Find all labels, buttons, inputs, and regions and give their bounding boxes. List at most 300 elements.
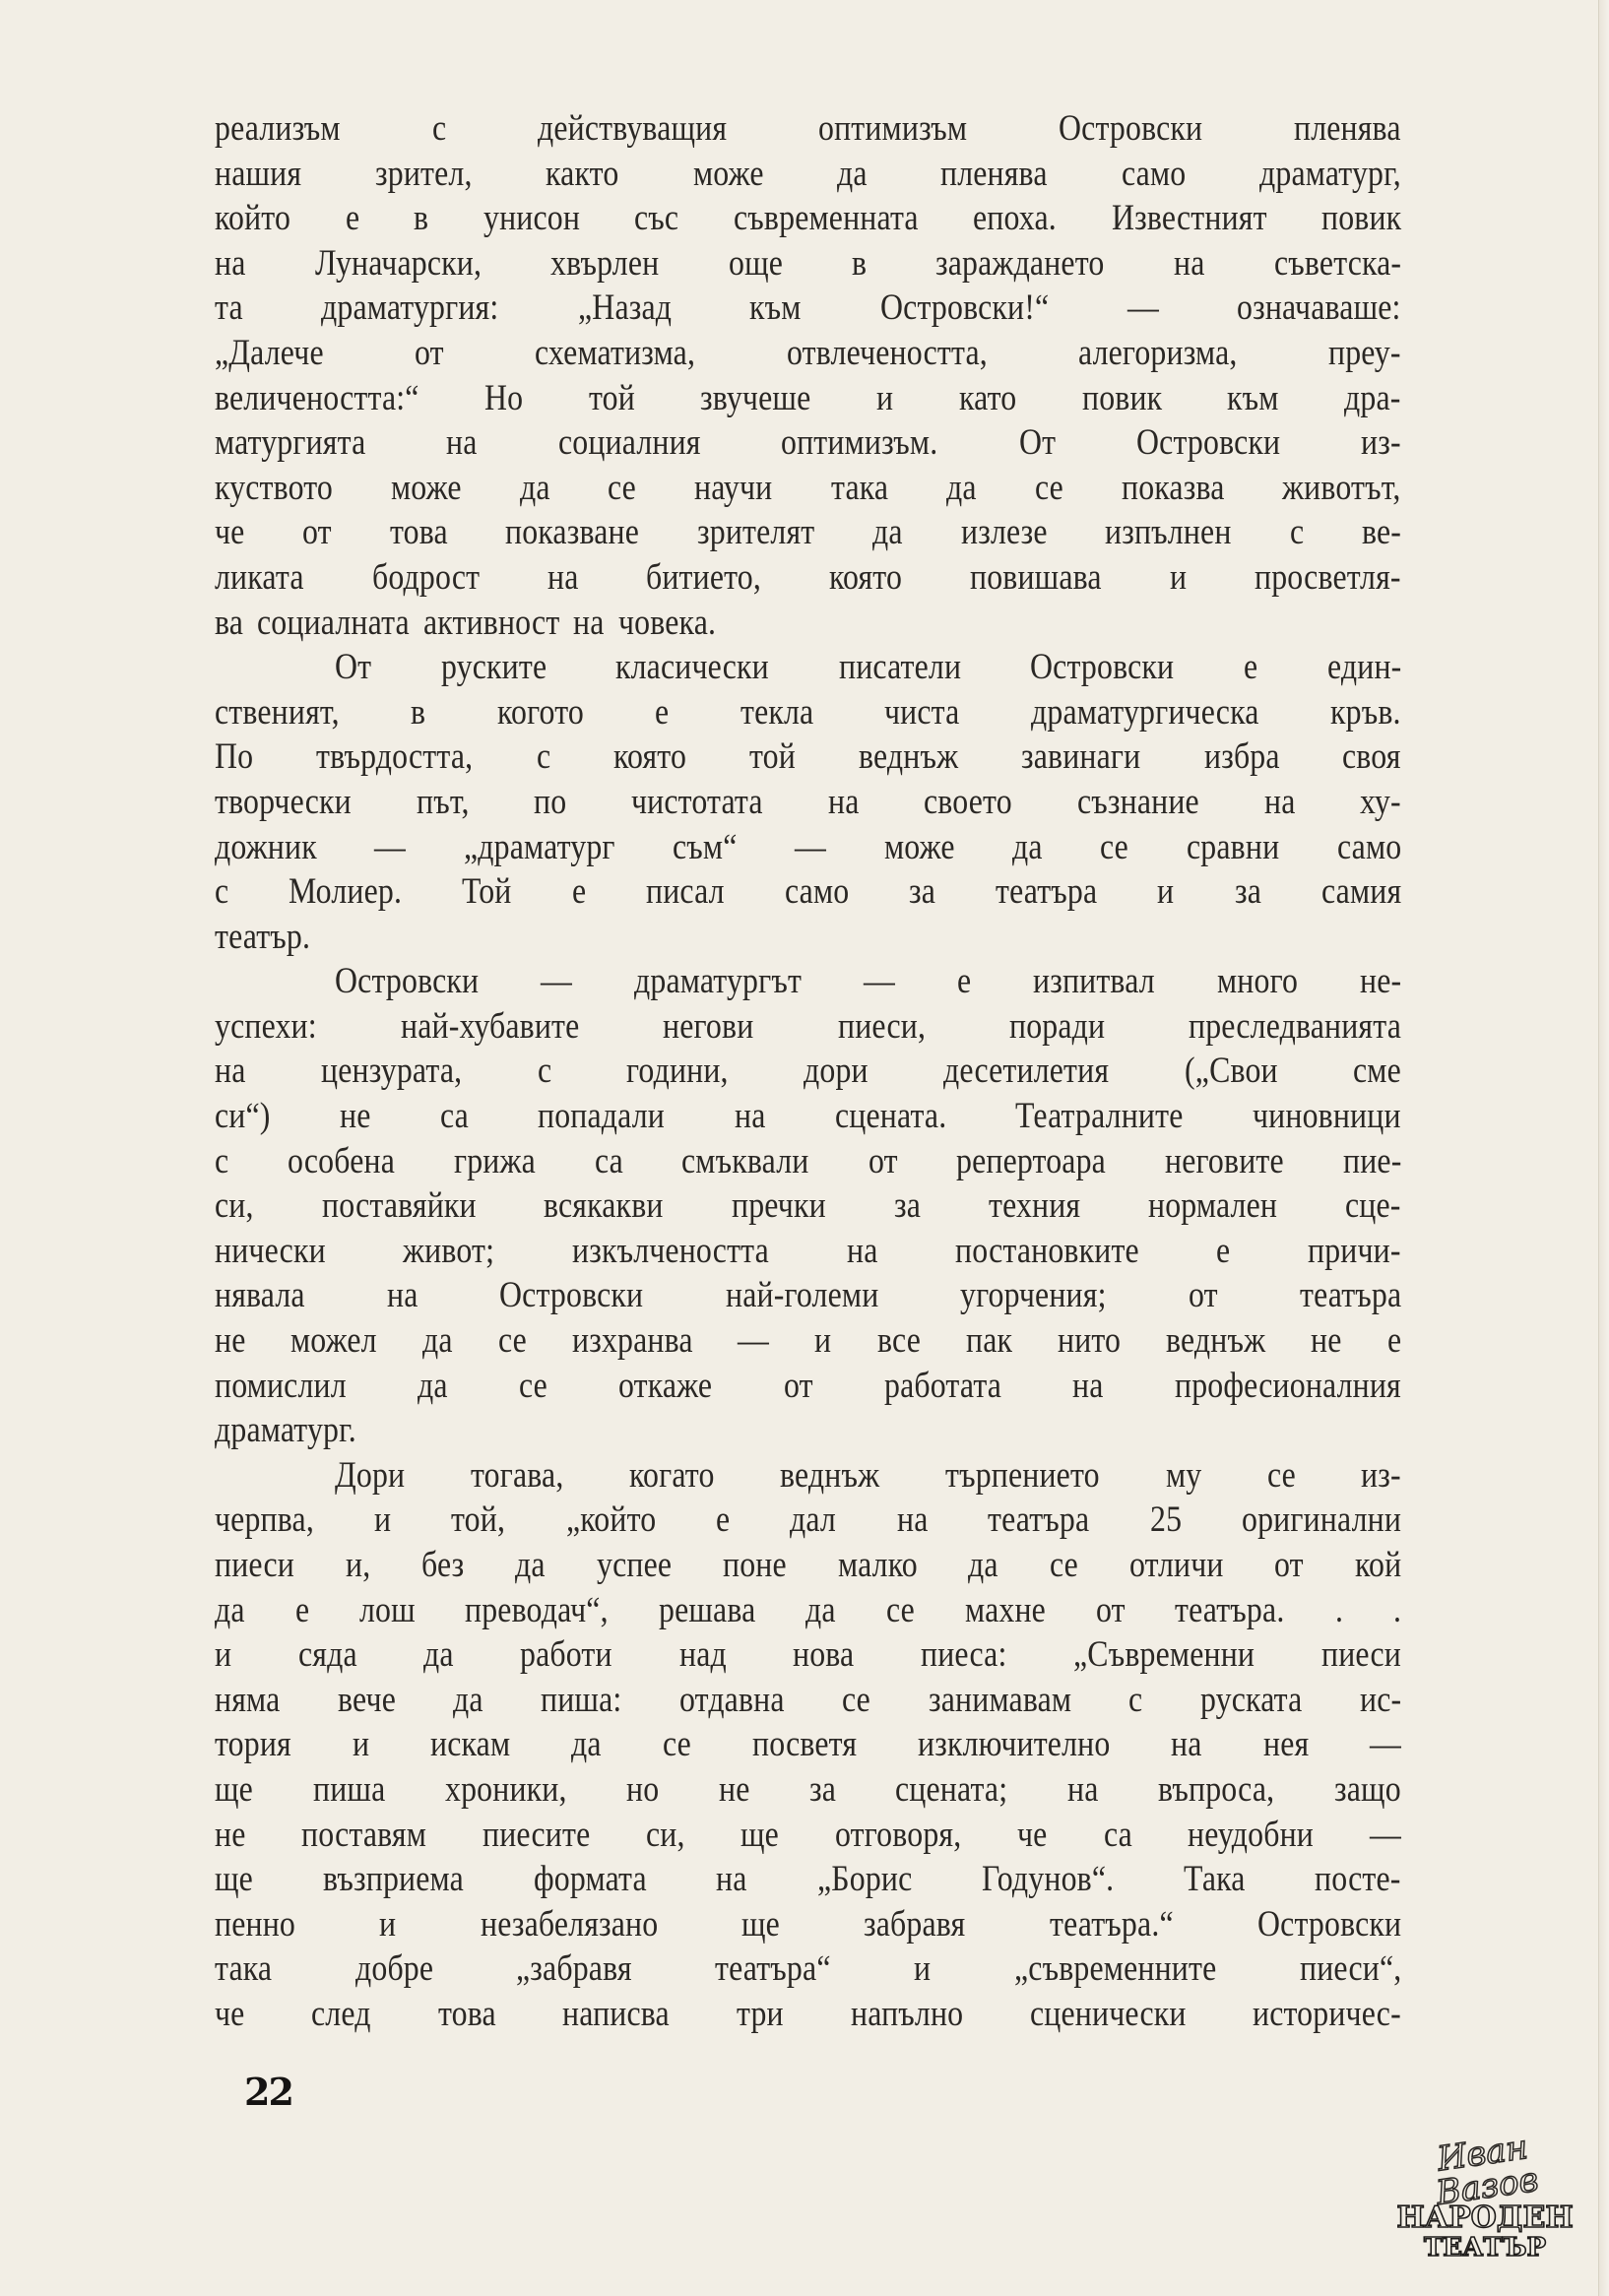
text-line — [215, 1813, 1401, 1858]
word: попадали — [538, 1096, 666, 1137]
word: научи — [694, 467, 773, 508]
word: три — [737, 1993, 784, 2034]
word: Островски!“ — [879, 287, 1049, 329]
word: неговите — [1164, 1140, 1284, 1181]
word: когато — [629, 1454, 715, 1496]
word: из- — [1361, 1454, 1401, 1496]
word: да — [453, 1679, 483, 1720]
word: ственият, — [215, 691, 340, 733]
word: още — [728, 242, 783, 284]
word: Така — [1184, 1859, 1246, 1900]
text-line — [215, 734, 1401, 780]
word: ще — [741, 1903, 781, 1945]
word: Известният — [1111, 198, 1267, 239]
word: смъквали — [681, 1140, 809, 1181]
word: пие- — [1342, 1140, 1402, 1181]
word: да — [968, 1545, 998, 1585]
word: ва — [215, 602, 244, 643]
word: — — [1369, 1814, 1401, 1855]
word: вече — [337, 1679, 396, 1720]
text-line — [215, 1857, 1401, 1902]
text-line — [215, 601, 1401, 646]
word: на — [828, 781, 860, 822]
word: пиеса: — [921, 1634, 1007, 1676]
word: ху- — [1360, 781, 1401, 822]
word: оригинални — [1241, 1499, 1401, 1541]
word: изпитвал — [1032, 961, 1155, 1002]
word: епоха. — [973, 198, 1058, 239]
word: се — [1049, 1545, 1078, 1585]
text-line — [215, 1992, 1401, 2037]
word: — — [795, 826, 827, 867]
word: поради — [1008, 1005, 1105, 1047]
word: и — [352, 1724, 370, 1765]
word: решава — [659, 1589, 756, 1630]
word: веднъж — [859, 736, 959, 778]
text-line — [215, 106, 1401, 152]
word: на — [1067, 1768, 1099, 1810]
word: „който — [565, 1499, 656, 1541]
word: се — [608, 467, 637, 508]
word: поставям — [301, 1814, 427, 1855]
word: „Назад — [577, 287, 672, 329]
word: неудобни — [1188, 1814, 1315, 1855]
text-line — [215, 915, 1401, 960]
word: величеността:“ — [215, 377, 419, 418]
word: и, — [345, 1545, 371, 1585]
word: написва — [562, 1993, 671, 2034]
word: на — [215, 1051, 246, 1092]
word: „Съвременни — [1073, 1634, 1255, 1676]
word: да — [215, 1589, 245, 1630]
text-line — [215, 376, 1401, 421]
text-line — [215, 466, 1401, 511]
word: бодрост — [371, 556, 480, 598]
word: социалната — [257, 602, 410, 643]
word: все — [876, 1320, 921, 1362]
word: да — [872, 512, 904, 553]
word: драматургът — [633, 961, 803, 1002]
word: Годунов“. — [981, 1859, 1115, 1900]
word: „забравя — [516, 1948, 632, 1990]
text-line — [215, 1049, 1401, 1094]
word: посветя — [751, 1724, 857, 1765]
text-line — [215, 1722, 1401, 1767]
text-line — [215, 1453, 1401, 1499]
word: да — [418, 1365, 448, 1406]
word: над — [678, 1634, 727, 1676]
word: руските — [440, 647, 547, 688]
word: му — [1165, 1454, 1201, 1496]
word: — — [541, 961, 573, 1002]
word: с — [1128, 1679, 1143, 1720]
text-line — [215, 1139, 1401, 1184]
word: най-големи — [725, 1275, 879, 1316]
body-text — [215, 106, 1401, 2037]
word: животът, — [1282, 467, 1401, 508]
word: звучеше — [700, 377, 811, 418]
word: театъра — [996, 871, 1098, 913]
word: от — [415, 332, 444, 373]
page-edge — [1598, 0, 1609, 2296]
word: репертоара — [956, 1140, 1107, 1181]
word: веднъж — [1165, 1320, 1266, 1362]
word: битието, — [646, 556, 762, 598]
word: драматург. — [215, 1410, 356, 1451]
word: зараждането — [935, 242, 1105, 284]
word: може — [883, 826, 955, 867]
word: „Далече — [215, 332, 324, 373]
word: Островски — [499, 1275, 644, 1316]
word: театъра.“ — [1049, 1903, 1174, 1945]
word: 25 — [1149, 1499, 1182, 1541]
word: с — [537, 1051, 551, 1092]
word: на — [1072, 1365, 1104, 1406]
word: на — [446, 422, 478, 464]
word: особена — [288, 1140, 396, 1181]
word: театъра. — [1175, 1589, 1285, 1630]
word: на — [1263, 781, 1296, 822]
text-line — [215, 1094, 1401, 1139]
word: завинаги — [1021, 736, 1141, 778]
text-line — [215, 825, 1401, 870]
word: преследванията — [1188, 1005, 1401, 1047]
word: но — [625, 1768, 660, 1810]
word: за — [1234, 871, 1261, 913]
word: повик — [1081, 377, 1162, 418]
word: няма — [215, 1679, 281, 1720]
word: на — [734, 1096, 766, 1137]
text-line — [215, 1183, 1401, 1229]
word: напълно — [850, 1993, 963, 2034]
word: цензурата, — [320, 1051, 463, 1092]
word: показване — [505, 512, 640, 553]
word: за — [893, 1185, 921, 1227]
word: е — [1386, 1320, 1401, 1362]
word: да — [423, 1634, 454, 1676]
word: сцената. — [834, 1096, 946, 1137]
word: с — [431, 108, 446, 149]
word: по — [534, 781, 567, 822]
word: на — [1171, 1724, 1202, 1765]
text-line — [215, 1767, 1401, 1813]
word: е — [655, 691, 670, 733]
word: към — [1227, 377, 1279, 418]
word: с — [215, 871, 229, 913]
word: своето — [924, 781, 1013, 822]
word: години, — [626, 1051, 729, 1092]
word: нявала — [215, 1275, 305, 1316]
word: дра- — [1344, 377, 1401, 418]
word: Островски — [1136, 422, 1281, 464]
word: оптимизъм — [818, 108, 968, 149]
text-line — [215, 1902, 1401, 1947]
word: с — [536, 736, 550, 778]
word: Островски — [1256, 1903, 1401, 1945]
word: е — [956, 961, 972, 1002]
word: чиновници — [1253, 1096, 1401, 1137]
word: можел — [290, 1320, 378, 1362]
word: че — [215, 512, 245, 553]
word: пиша — [312, 1768, 385, 1810]
word: махне — [964, 1589, 1046, 1630]
word: алегоризма, — [1078, 332, 1238, 373]
word: за — [808, 1768, 836, 1810]
word: като — [958, 377, 1017, 418]
word: отличи — [1128, 1545, 1224, 1585]
word: се — [1034, 467, 1063, 508]
word: театъра — [1299, 1275, 1401, 1316]
word: техния — [988, 1185, 1081, 1227]
word: с — [1289, 512, 1305, 553]
word: съзнание — [1077, 781, 1199, 822]
word: нашия — [215, 153, 302, 194]
word: и — [215, 1634, 232, 1676]
word: на — [896, 1499, 929, 1541]
word: с — [215, 1140, 229, 1181]
word: Островски — [335, 961, 480, 1002]
word: „Борис — [816, 1859, 913, 1900]
word: въпроса, — [1158, 1768, 1275, 1810]
word: нито — [1057, 1320, 1121, 1362]
word: пиша: — [541, 1679, 622, 1720]
word: дал — [790, 1499, 837, 1541]
text-line — [215, 780, 1401, 825]
word: Той — [462, 871, 512, 913]
word: — — [1126, 287, 1159, 329]
word: кръв. — [1330, 691, 1401, 733]
word: се — [885, 1589, 915, 1630]
text-line — [215, 1318, 1401, 1364]
word: на — [846, 1230, 878, 1271]
word: драматург, — [1259, 153, 1401, 194]
word: — — [863, 961, 895, 1002]
text-line — [215, 1946, 1401, 1992]
word: историчес- — [1253, 1993, 1401, 2034]
word: е — [345, 198, 359, 239]
text-line — [215, 510, 1401, 555]
word: преводач“, — [465, 1589, 610, 1630]
word: към — [749, 287, 802, 329]
word: театър. — [215, 916, 311, 957]
word: е — [294, 1589, 309, 1630]
word: „драматург — [463, 826, 615, 867]
word: си, — [646, 1814, 685, 1855]
word: се — [662, 1724, 691, 1765]
word: и — [379, 1903, 397, 1945]
word: че — [1017, 1814, 1048, 1855]
word: и — [1157, 871, 1175, 913]
word: чистотата — [631, 781, 764, 822]
word: след — [311, 1993, 371, 2034]
word: да — [805, 1589, 837, 1630]
text-line — [215, 1273, 1401, 1318]
word: човека. — [617, 602, 716, 643]
word: от — [1188, 1275, 1218, 1316]
word: Островски — [1030, 647, 1175, 688]
word: театъра“ — [715, 1948, 831, 1990]
word: се — [1266, 1454, 1296, 1496]
word: защо — [1334, 1768, 1401, 1810]
word: посте- — [1315, 1859, 1401, 1900]
text-line — [215, 959, 1401, 1004]
text-line — [215, 420, 1401, 466]
word: поне — [722, 1545, 787, 1585]
text-line — [215, 1678, 1401, 1723]
word: не- — [1359, 961, 1401, 1002]
word: ще — [215, 1768, 253, 1810]
word: от — [1274, 1545, 1304, 1585]
word: негови — [663, 1005, 754, 1047]
word: та — [215, 287, 243, 329]
word: социалния — [557, 422, 701, 464]
word: само — [784, 871, 850, 913]
word: — — [738, 1320, 770, 1362]
word: сравни — [1186, 826, 1280, 867]
word: от — [868, 1140, 898, 1181]
word: той, — [451, 1499, 506, 1541]
word: забравя — [864, 1903, 966, 1945]
word: само — [1336, 826, 1401, 867]
word: сме — [1353, 1051, 1401, 1092]
word: когото — [496, 691, 584, 733]
text-line — [215, 690, 1401, 735]
word: дожник — [215, 826, 317, 867]
word: Театралните — [1015, 1096, 1184, 1137]
word: творчески — [215, 781, 352, 822]
word: оптимизъм. — [781, 422, 938, 464]
word: Молиер. — [289, 871, 403, 913]
word: означаваше: — [1237, 287, 1401, 329]
word: може — [391, 467, 462, 508]
text-line — [215, 1229, 1401, 1274]
word: в — [411, 691, 426, 733]
word: и — [914, 1948, 932, 1990]
word: театъра — [988, 1499, 1090, 1541]
word: — — [1370, 1724, 1401, 1765]
word: ликата — [215, 556, 304, 598]
word: на — [386, 1275, 418, 1316]
word: да — [519, 467, 550, 508]
word: път, — [416, 781, 470, 822]
word: Луначарски, — [314, 242, 482, 284]
word: само — [1121, 153, 1187, 194]
text-line — [215, 331, 1401, 376]
word: съм“ — [673, 826, 738, 867]
word: може — [692, 153, 764, 194]
word: малко — [837, 1545, 918, 1585]
word: просветля- — [1255, 556, 1401, 598]
word: нея — [1262, 1724, 1310, 1765]
text-line — [215, 196, 1401, 241]
word: активност — [422, 602, 560, 643]
word: пиеси, — [837, 1005, 926, 1047]
word: тория — [215, 1724, 291, 1765]
word: да — [946, 467, 977, 508]
word: твърдостта, — [316, 736, 474, 778]
word: един- — [1326, 647, 1402, 688]
word: унисон — [483, 198, 580, 239]
word: от — [783, 1365, 813, 1406]
word: угорчения; — [960, 1275, 1107, 1316]
word: той — [588, 377, 635, 418]
logo-script-signature: Иван Вазов — [1434, 2127, 1541, 2213]
word: се — [842, 1679, 871, 1720]
word: ще — [740, 1814, 780, 1855]
word: който — [215, 198, 291, 239]
word: текла — [740, 691, 814, 733]
word: сцената; — [895, 1768, 1008, 1810]
word: в — [414, 198, 429, 239]
text-line — [215, 1498, 1401, 1543]
word: той — [749, 736, 796, 778]
text-line — [215, 286, 1401, 331]
word: отдавна — [679, 1679, 785, 1720]
word: схематизма, — [535, 332, 696, 373]
word: работи — [520, 1634, 613, 1676]
word: в — [851, 242, 868, 284]
text-line — [215, 1632, 1401, 1678]
word: тогава, — [470, 1454, 564, 1496]
text-line — [215, 1408, 1401, 1453]
word: е — [571, 871, 587, 913]
word: така — [215, 1948, 273, 1990]
logo-text-line-1: НАРОДЕН — [1396, 2200, 1574, 2235]
word: пак — [965, 1320, 1012, 1362]
word: отвлечеността, — [787, 332, 988, 373]
word: руската — [1199, 1679, 1303, 1720]
word: показва — [1121, 467, 1225, 508]
word: съветска- — [1273, 242, 1402, 284]
word: нормален — [1148, 1185, 1278, 1227]
word: хроники, — [444, 1768, 567, 1810]
word: десетилетия — [943, 1051, 1110, 1092]
word: се — [1100, 826, 1129, 867]
word: се — [497, 1320, 527, 1362]
word: професионалния — [1175, 1365, 1401, 1406]
word: това — [389, 512, 448, 553]
word: без — [421, 1545, 465, 1585]
text-line — [215, 1364, 1401, 1409]
word: пленява — [1294, 108, 1401, 149]
word: това — [437, 1993, 496, 2034]
word: на — [215, 242, 246, 284]
word: сценически — [1029, 1993, 1187, 2034]
word: и — [814, 1320, 832, 1362]
word: изключително — [917, 1724, 1111, 1765]
word: избра — [1203, 736, 1280, 778]
word: и — [1170, 556, 1188, 598]
word: самия — [1320, 871, 1401, 913]
word: са — [439, 1096, 469, 1137]
word: матургията — [215, 422, 366, 464]
word: живот; — [403, 1230, 495, 1271]
word: из- — [1361, 422, 1401, 464]
word: си“) — [215, 1096, 271, 1137]
word: поставяйки — [321, 1185, 477, 1227]
word: лош — [358, 1589, 416, 1630]
word: на — [573, 602, 605, 643]
word: веднъж — [780, 1454, 880, 1496]
word: По — [215, 736, 254, 778]
word: са — [1103, 1814, 1132, 1855]
word: грижа — [453, 1140, 536, 1181]
word: която — [829, 556, 903, 598]
word: и — [374, 1499, 392, 1541]
word: че — [215, 1993, 245, 2034]
word: повишава — [970, 556, 1103, 598]
page-number: 22 — [244, 2070, 292, 2114]
